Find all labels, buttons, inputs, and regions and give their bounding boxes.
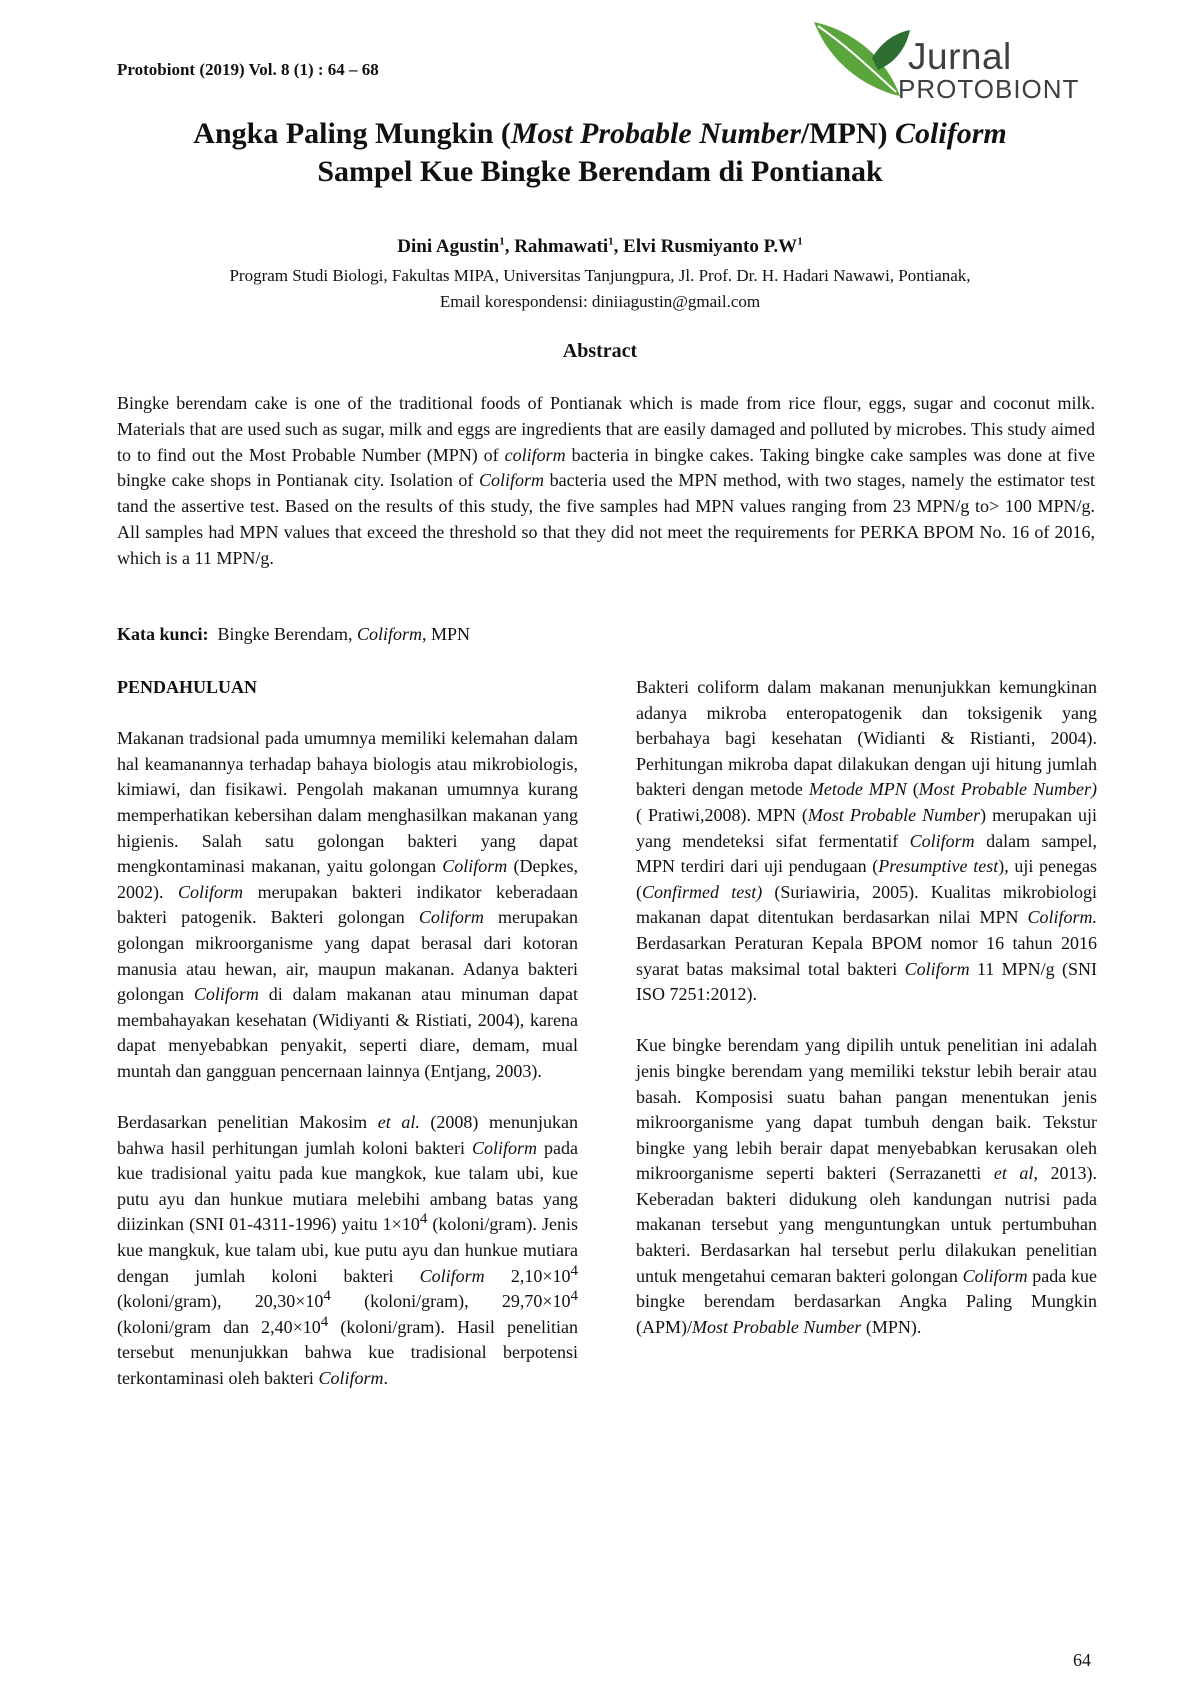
keywords: Kata kunci: Bingke Berendam, Coliform, MPN <box>117 624 471 644</box>
page-number: 64 <box>1073 1650 1091 1670</box>
paragraph: Kue bingke berendam yang dipilih untuk penelitian ini adalah jenis bingke berendam yang memiliki tekstur lebih berair atau basah. Komposisi suatu bahan pangan menentukan jenis mikroorganisme yang dapat tumbuh dengan baik. Tekstur bingke yang lebih berair dapat menyebabkan kerusakan oleh mikroorganisme seperti bakteri (Serrazanetti et al, 2013). Keberadan bakteri didukung oleh kandungan nutrisi pada makanan tersebut yang menguntungkan untuk pertumbuhan bakteri. Berdasarkan hal tersebut perlu dilakukan penelitian untuk mengetahui cemaran bakteri golongan Coliform pada kue bingke berendam berdasarkan Angka Paling Mungkin (APM)/Most Probable Number (MPN). <box>636 1035 1098 1337</box>
affiliation-line: Program Studi Biologi, Fakultas MIPA, Universitas Tanjungpura, Jl. Prof. Dr. H. Hadari Nawawi, Pontianak, <box>229 266 971 285</box>
abstract-heading: Abstract <box>562 340 638 362</box>
paragraph: Berdasarkan penelitian Makosim et al. (2008) menunjukan bahwa hasil perhitungan jumlah koloni bakteri Coliform pada kue tradisional yaitu pada kue mangkok, kue talam ubi, kue putu ayu dan hunkue mutiara melebihi ambang batas yang diizinkan (SNI 01-4311-1996) yaitu $1\times 10^4$ (koloni/gram). Jenis kue mangkuk, kue talam ubi, kue putu ayu dan hunkue mutiara dengan jumlah koloni bakteri Coliform $2,10\times 10^4$ (koloni/gram), $20,30\times 10^4$ (koloni/gram), $29,70\times 10^4$ (koloni/gram dan $2,40\times 10^4$ (koloni/gram). Hasil penelitian tersebut menunjukkan bahwa kue tradisional berpotensi terkontaminasi oleh bakteri Coliform. <box>117 1112 578 1389</box>
paragraph: Bakteri coliform dalam makanan menunjukkan kemungkinan adanya mikroba enteropatogenik dan toksigenik yang berbahaya bagi kesehatan (Widianti & Ristianti, 2004). Perhitungan mikroba dapat dilakukan dengan uji hitung jumlah bakteri dengan metode Metode MPN (Most Probable Number) ( Pratiwi,2008). MPN (Most Probable Number) merupakan uji yang mendeteksi sifat fermentatif Coliform dalam sampel, MPN terdiri dari uji pendugaan (Presumptive test), uji penegas (Confirmed test) (Suriawiria, 2005). Kualitas mikrobiologi makanan dapat ditentukan berdasarkan nilai MPN Coliform. Berdasarkan Peraturan Kepala BPOM nomor 16 tahun 2016 syarat batas maksimal total bakteri Coliform 11 MPN/g (SNI ISO 7251:2012). <box>636 677 1097 1005</box>
logo-subtitle: PROTOBIONT <box>898 74 1080 104</box>
affiliation <box>100 263 1100 315</box>
logo-word: Jurnal <box>908 36 1012 77</box>
abstract-body: Bingke berendam cake is one of the traditional foods of Pontianak which is made from rice flour, eggs, sugar and coconut milk. Materials that are used such as sugar, milk and eggs are ingredients that are easily damaged and polluted by microbes. This study aimed to to find out the Most Probable Number (MPN) of coliform bacteria in bingke cakes. Taking bingke cake samples was done at five bingke cake shops in Pontianak city. Isolation of Coliform bacteria used the MPN method, with two stages, namely the estimator test tand the assertive test. Based on the results of this study, the five samples had MPN values ranging from 23 MPN/g to> 100 MPN/g. All samples had MPN values that exceed the threshold so that they did not meet the requirements for PERKA BPOM No. 16 of 2016, which is a 11 MPN/g. <box>117 393 1095 568</box>
title-line-2: Sampel Kue Bingke Berendam di Pontianak <box>317 155 883 188</box>
left-column <box>117 675 578 1417</box>
paragraph: Makanan tradsional pada umumnya memiliki kelemahan dalam hal keamanannya terhadap bahaya biologis atau mikrobiologis, kimiawi, dan fisikawi. Pengolah makanan umumnya kurang memperhatikan kebersihan dalam menghasilkan makanan yang higienis. Salah satu golongan bakteri yang dapat mengkontaminasi makanan, yaitu golongan Coliform (Depkes, 2002). Coliform merupakan bakteri indikator keberadaan bakteri patogenik. Bakteri golongan Coliform merupakan golongan mikroorganisme yang dapat berasal dari kotoran manusia atau hewan, air, maupun makanan. Adanya bakteri golongan Coliform di dalam makanan atau minuman dapat membahayakan kesehatan (Widiyanti & Ristiati, 2004), karena dapat menyebabkan penyakit, seperti diare, demam, mual muntah dan gangguan pencernaan lainnya (Entjang, 2003). <box>117 728 578 1081</box>
author-list: Dini Agustin$^1$, Rahmawati$^1$, Elvi Rusmiyanto $P.W^1$ <box>397 235 803 257</box>
journal-logo <box>812 18 1082 108</box>
running-head: Protobiont (2019) Vol. 8 (1) : 64 – 68 <box>117 60 379 79</box>
title-line-1: Angka Paling Mungkin (Most Probable Number/MPN) Coliform <box>193 117 1007 150</box>
right-column <box>636 675 1097 1366</box>
correspondence-email: Email korespondensi: diniiagustin@gmail.com <box>439 292 761 311</box>
leaf-icon <box>812 18 912 108</box>
paper-title <box>100 115 1100 191</box>
section-heading: PENDAHULUAN <box>117 677 258 697</box>
